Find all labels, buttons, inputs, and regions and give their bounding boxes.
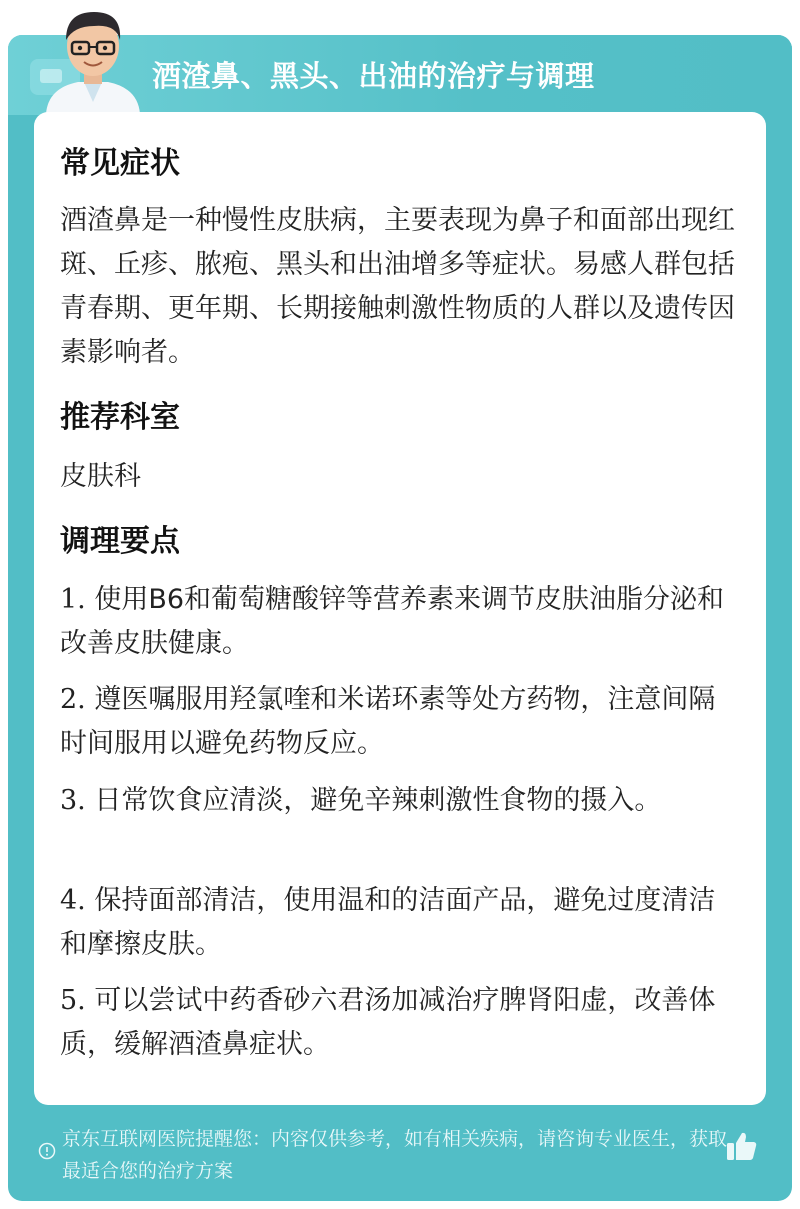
doctor-avatar [28,6,158,114]
care-item: 4. 保持面部清洁，使用温和的洁面产品，避免过度清洁和摩擦皮肤。 [60,885,716,960]
care-item: 5. 可以尝试中药香砂六君汤加减治疗脾肾阳虚，改善体质，缓解酒渣鼻症状。 [60,985,716,1060]
care-item: 2. 遵医嘱服用羟氯喹和米诺环素等处方药物，注意间隔时间服用以避免药物反应。 [60,684,716,759]
department-text: 皮肤科 [60,461,141,492]
info-icon [38,1142,56,1160]
care-item: 3. 日常饮食应清淡，避免辛辣刺激性食物的摄入。 [60,785,662,816]
care-item: 1. 使用B6和葡萄糖酸锌等营养素来调节皮肤油脂分泌和改善皮肤健康。 [60,584,725,659]
section-heading-care: 调理要点 [60,524,180,559]
thumbs-up-icon[interactable] [725,1129,759,1163]
content-card [34,112,766,1105]
disclaimer-notice: 京东互联网医院提醒您：内容仅供参考，如有相关疾病，请咨询专业医生，获取最适合您的治疗方案 [62,1128,728,1182]
section-heading-symptoms: 常见症状 [60,146,180,181]
symptoms-text: 酒渣鼻是一种慢性皮肤病，主要表现为鼻子和面部出现红斑、丘疹、脓疱、黑头和出油增多等症状。易感人群包括青春期、更年期、长期接触刺激性物质的人群以及遗传因素影响者。 [60,205,735,368]
page-title: 酒渣鼻、黑头、出油的治疗与调理 [152,59,595,93]
section-heading-department: 推荐科室 [60,400,180,435]
